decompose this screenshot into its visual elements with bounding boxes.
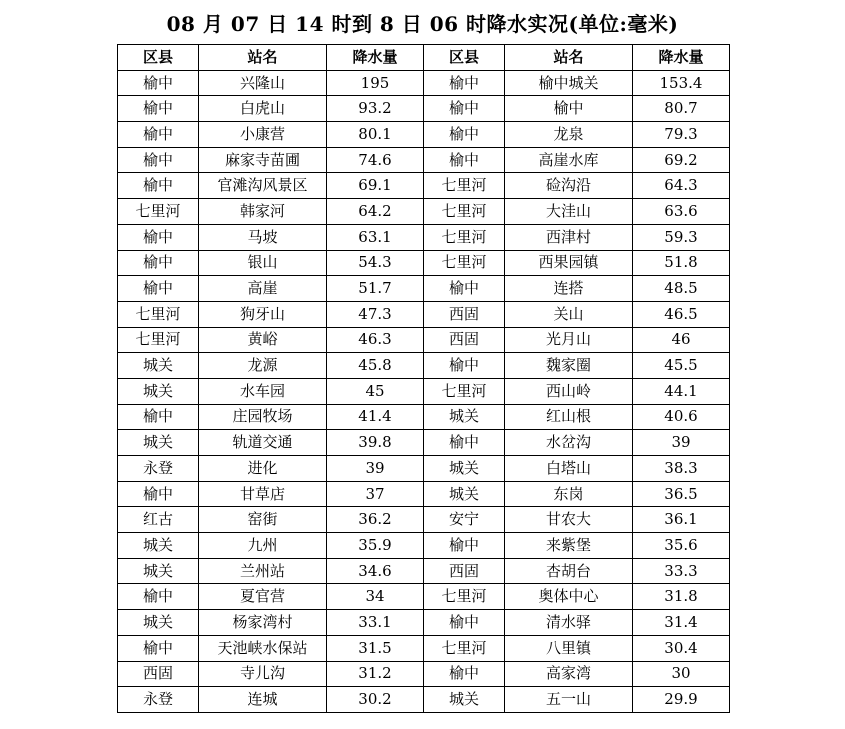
county-cell: 榆中 (424, 70, 505, 96)
precipitation-cell: 33.1 (327, 610, 424, 636)
station-cell: 小康营 (199, 122, 327, 148)
county-cell: 榆中 (118, 224, 199, 250)
county-cell: 西固 (424, 558, 505, 584)
county-cell: 榆中 (118, 276, 199, 302)
precipitation-cell: 93.2 (327, 96, 424, 122)
table-row (118, 661, 730, 687)
county-cell: 城关 (424, 687, 505, 713)
county-cell: 榆中 (424, 96, 505, 122)
precipitation-cell: 31.4 (633, 610, 730, 636)
table-row (118, 687, 730, 713)
county-cell: 榆中 (118, 147, 199, 173)
county-cell: 榆中 (118, 635, 199, 661)
precipitation-cell: 31.8 (633, 584, 730, 610)
table-row (118, 507, 730, 533)
station-cell: 杏胡台 (505, 558, 633, 584)
county-cell: 榆中 (424, 353, 505, 379)
station-cell: 天池峡水保站 (199, 635, 327, 661)
precipitation-cell: 51.7 (327, 276, 424, 302)
precipitation-cell: 63.1 (327, 224, 424, 250)
table-row (118, 173, 730, 199)
station-cell: 白塔山 (505, 456, 633, 482)
county-cell: 城关 (118, 353, 199, 379)
county-cell: 榆中 (118, 96, 199, 122)
county-cell: 七里河 (424, 584, 505, 610)
county-cell: 榆中 (424, 661, 505, 687)
table-header-row (118, 45, 730, 71)
precipitation-cell: 54.3 (327, 250, 424, 276)
county-cell: 城关 (118, 378, 199, 404)
precipitation-cell: 59.3 (633, 224, 730, 250)
precipitation-cell: 63.6 (633, 199, 730, 225)
precipitation-cell: 34.6 (327, 558, 424, 584)
county-cell: 七里河 (118, 301, 199, 327)
station-cell: 杨家湾村 (199, 610, 327, 636)
county-cell: 榆中 (424, 276, 505, 302)
precipitation-cell: 46.5 (633, 301, 730, 327)
table-body (118, 70, 730, 712)
precipitation-cell: 36.2 (327, 507, 424, 533)
station-cell: 西果园镇 (505, 250, 633, 276)
county-cell: 城关 (118, 430, 199, 456)
table-row (118, 481, 730, 507)
precipitation-cell: 46 (633, 327, 730, 353)
station-cell: 西津村 (505, 224, 633, 250)
station-cell: 夏官营 (199, 584, 327, 610)
station-cell: 狗牙山 (199, 301, 327, 327)
county-cell: 榆中 (118, 173, 199, 199)
precipitation-cell: 31.2 (327, 661, 424, 687)
table-row (118, 327, 730, 353)
county-cell: 城关 (118, 558, 199, 584)
station-cell: 兴隆山 (199, 70, 327, 96)
county-cell: 榆中 (118, 404, 199, 430)
station-cell: 官滩沟风景区 (199, 173, 327, 199)
precipitation-cell: 35.6 (633, 533, 730, 559)
station-cell: 五一山 (505, 687, 633, 713)
station-cell: 轨道交通 (199, 430, 327, 456)
precipitation-cell: 36.1 (633, 507, 730, 533)
precipitation-cell: 80.1 (327, 122, 424, 148)
table-row (118, 610, 730, 636)
table-row (118, 353, 730, 379)
precipitation-cell: 79.3 (633, 122, 730, 148)
station-cell: 马坡 (199, 224, 327, 250)
table-row (118, 558, 730, 584)
precipitation-cell: 45.5 (633, 353, 730, 379)
station-cell: 龙源 (199, 353, 327, 379)
station-cell: 水车园 (199, 378, 327, 404)
table-row (118, 224, 730, 250)
table-row (118, 122, 730, 148)
station-cell: 奥体中心 (505, 584, 633, 610)
precipitation-cell: 69.1 (327, 173, 424, 199)
precipitation-cell: 33.3 (633, 558, 730, 584)
county-cell: 七里河 (424, 173, 505, 199)
table-row (118, 584, 730, 610)
station-cell: 八里镇 (505, 635, 633, 661)
station-cell: 黄峪 (199, 327, 327, 353)
precipitation-cell: 30.2 (327, 687, 424, 713)
precipitation-cell: 29.9 (633, 687, 730, 713)
county-cell: 城关 (424, 404, 505, 430)
county-cell: 榆中 (424, 122, 505, 148)
county-cell: 永登 (118, 687, 199, 713)
station-cell: 水岔沟 (505, 430, 633, 456)
county-cell: 城关 (424, 456, 505, 482)
station-cell: 甘草店 (199, 481, 327, 507)
county-cell: 榆中 (118, 70, 199, 96)
station-cell: 关山 (505, 301, 633, 327)
county-cell: 榆中 (424, 430, 505, 456)
precipitation-cell: 35.9 (327, 533, 424, 559)
precipitation-table (117, 44, 730, 713)
station-cell: 榆中城关 (505, 70, 633, 96)
precipitation-cell: 37 (327, 481, 424, 507)
header-station: 站名 (199, 45, 327, 71)
station-cell: 甘农大 (505, 507, 633, 533)
station-cell: 寺儿沟 (199, 661, 327, 687)
county-cell: 城关 (118, 533, 199, 559)
table-row (118, 635, 730, 661)
header-county: 区县 (118, 45, 199, 71)
station-cell: 韩家河 (199, 199, 327, 225)
table-row (118, 456, 730, 482)
precipitation-cell: 48.5 (633, 276, 730, 302)
station-cell: 进化 (199, 456, 327, 482)
station-cell: 连搭 (505, 276, 633, 302)
precipitation-cell: 31.5 (327, 635, 424, 661)
precipitation-cell: 74.6 (327, 147, 424, 173)
table-row (118, 70, 730, 96)
station-cell: 银山 (199, 250, 327, 276)
county-cell: 七里河 (118, 199, 199, 225)
station-cell: 硷沟沿 (505, 173, 633, 199)
table-row (118, 430, 730, 456)
county-cell: 七里河 (424, 635, 505, 661)
precipitation-cell: 39 (327, 456, 424, 482)
station-cell: 高崖水库 (505, 147, 633, 173)
precipitation-cell: 46.3 (327, 327, 424, 353)
precipitation-cell: 64.3 (633, 173, 730, 199)
station-cell: 西山岭 (505, 378, 633, 404)
county-cell: 榆中 (118, 584, 199, 610)
station-cell: 高家湾 (505, 661, 633, 687)
county-cell: 榆中 (424, 533, 505, 559)
table-row (118, 301, 730, 327)
county-cell: 七里河 (424, 224, 505, 250)
station-cell: 连城 (199, 687, 327, 713)
station-cell: 高崖 (199, 276, 327, 302)
precipitation-cell: 39.8 (327, 430, 424, 456)
precipitation-cell: 80.7 (633, 96, 730, 122)
station-cell: 光月山 (505, 327, 633, 353)
station-cell: 龙泉 (505, 122, 633, 148)
county-cell: 榆中 (118, 481, 199, 507)
table-row (118, 378, 730, 404)
station-cell: 大洼山 (505, 199, 633, 225)
county-cell: 安宁 (424, 507, 505, 533)
county-cell: 红古 (118, 507, 199, 533)
county-cell: 城关 (424, 481, 505, 507)
precipitation-cell: 44.1 (633, 378, 730, 404)
station-cell: 红山根 (505, 404, 633, 430)
station-cell: 来紫堡 (505, 533, 633, 559)
station-cell: 东岗 (505, 481, 633, 507)
header-county: 区县 (424, 45, 505, 71)
county-cell: 西固 (118, 661, 199, 687)
table-row (118, 404, 730, 430)
table-row (118, 96, 730, 122)
precipitation-cell: 39 (633, 430, 730, 456)
header-precipitation: 降水量 (327, 45, 424, 71)
precipitation-cell: 195 (327, 70, 424, 96)
precipitation-cell: 51.8 (633, 250, 730, 276)
table-row (118, 250, 730, 276)
county-cell: 城关 (118, 610, 199, 636)
county-cell: 榆中 (424, 147, 505, 173)
station-cell: 榆中 (505, 96, 633, 122)
table-row (118, 199, 730, 225)
precipitation-cell: 64.2 (327, 199, 424, 225)
table-row (118, 147, 730, 173)
precipitation-cell: 69.2 (633, 147, 730, 173)
station-cell: 九州 (199, 533, 327, 559)
station-cell: 窑街 (199, 507, 327, 533)
precipitation-cell: 30.4 (633, 635, 730, 661)
page-title: 08 月 07 日 14 时到 8 日 06 时降水实况(单位:毫米) (166, 12, 679, 36)
precipitation-cell: 45 (327, 378, 424, 404)
station-cell: 兰州站 (199, 558, 327, 584)
county-cell: 榆中 (118, 122, 199, 148)
precipitation-cell: 45.8 (327, 353, 424, 379)
table-row (118, 533, 730, 559)
county-cell: 七里河 (424, 250, 505, 276)
county-cell: 七里河 (424, 378, 505, 404)
precipitation-cell: 40.6 (633, 404, 730, 430)
station-cell: 清水驿 (505, 610, 633, 636)
county-cell: 七里河 (424, 199, 505, 225)
precipitation-cell: 153.4 (633, 70, 730, 96)
precipitation-cell: 41.4 (327, 404, 424, 430)
station-cell: 白虎山 (199, 96, 327, 122)
precipitation-cell: 34 (327, 584, 424, 610)
county-cell: 永登 (118, 456, 199, 482)
precipitation-cell: 36.5 (633, 481, 730, 507)
table-row (118, 276, 730, 302)
precipitation-cell: 38.3 (633, 456, 730, 482)
county-cell: 榆中 (424, 610, 505, 636)
precipitation-cell: 30 (633, 661, 730, 687)
county-cell: 西固 (424, 327, 505, 353)
header-station: 站名 (505, 45, 633, 71)
county-cell: 榆中 (118, 250, 199, 276)
precipitation-cell: 47.3 (327, 301, 424, 327)
station-cell: 魏家圈 (505, 353, 633, 379)
station-cell: 庄园牧场 (199, 404, 327, 430)
county-cell: 西固 (424, 301, 505, 327)
header-precipitation: 降水量 (633, 45, 730, 71)
county-cell: 七里河 (118, 327, 199, 353)
station-cell: 麻家寺苗圃 (199, 147, 327, 173)
